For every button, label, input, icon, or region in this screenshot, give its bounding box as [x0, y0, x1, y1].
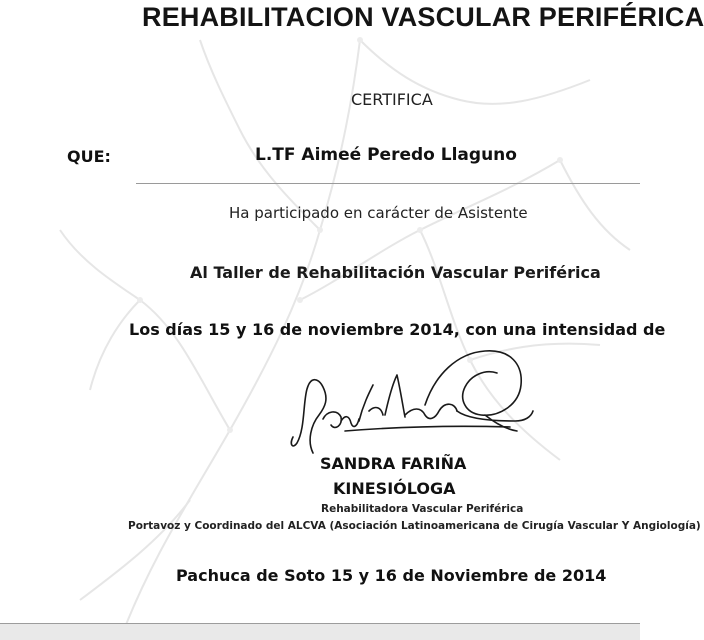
signer-association: Portavoz y Coordinado del ALCVA (Asociación Latinoamericana de Cirugía Vascular Y Angiología): [128, 520, 701, 532]
certificate-heading: REHABILITACION VASCULAR PERIFÉRICA: [142, 2, 704, 32]
recipient-name: L.TF Aimeé Peredo Llaguno: [255, 145, 517, 165]
certifica-label: CERTIFICA: [351, 90, 433, 109]
que-label: QUE:: [67, 147, 111, 166]
signer-role: KINESIÓLOGA: [333, 479, 456, 498]
workshop-title: Al Taller de Rehabilitación Vascular Periférica: [190, 263, 601, 282]
bottom-band: [0, 624, 640, 640]
signer-title: Rehabilitadora Vascular Periférica: [321, 503, 524, 515]
recipient-underline: [136, 183, 640, 184]
handwritten-signature: [285, 345, 535, 457]
place-date: Pachuca de Soto 15 y 16 de Noviembre de 2014: [176, 566, 607, 585]
dates-text: Los días 15 y 16 de noviembre 2014, con una intensidad de: [129, 320, 666, 339]
signer-name: SANDRA FARIÑA: [320, 454, 467, 473]
participation-text: Ha participado en carácter de Asistente: [229, 204, 528, 222]
